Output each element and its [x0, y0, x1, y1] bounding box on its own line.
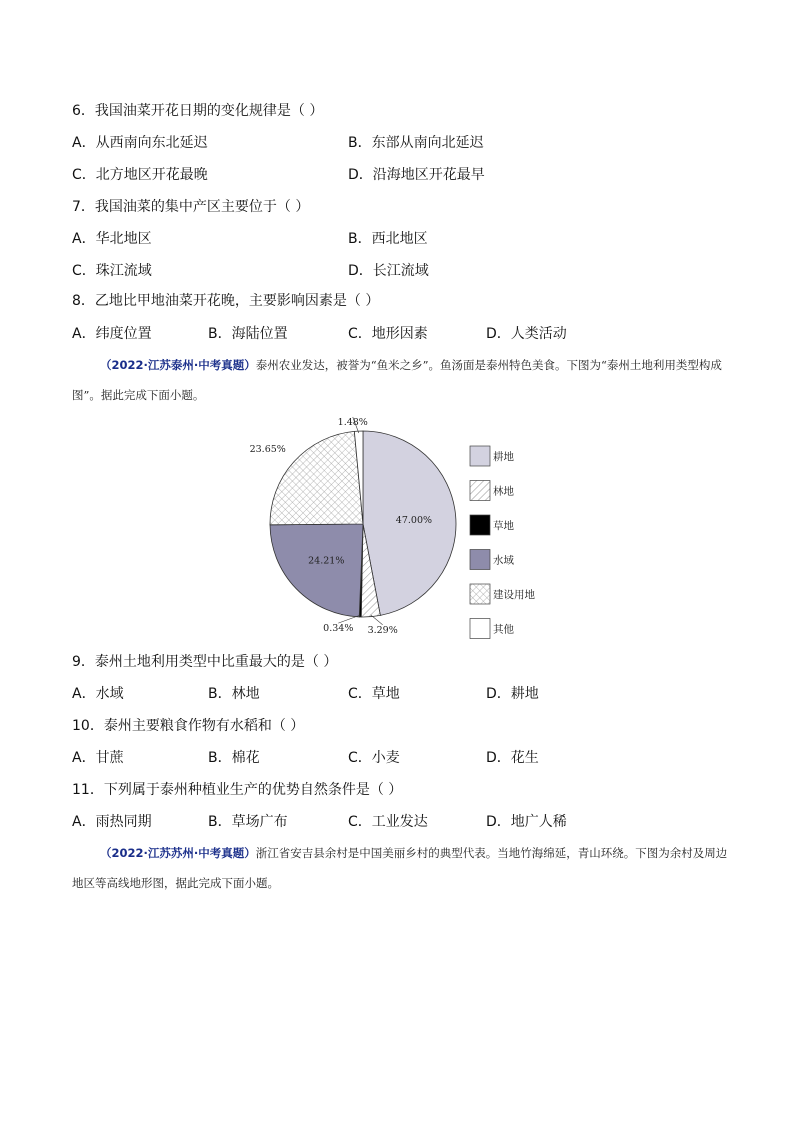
question-8-option-b[interactable]: B．海陆位置 [208, 326, 288, 342]
question-7-option-c[interactable]: C．珠江流域 [72, 263, 152, 279]
legend-label-forest: 林地 [493, 485, 514, 498]
question-7-option-a[interactable]: A．华北地区 [72, 231, 152, 247]
pie-value-label-other: 1.48% [337, 417, 368, 428]
question-11-option-c[interactable]: C．工业发达 [348, 814, 428, 830]
question-8-option-c[interactable]: C．地形因素 [348, 326, 428, 342]
legend-label-water: 水域 [493, 554, 514, 567]
pie-value-label-construction: 23.65% [250, 444, 286, 456]
legend-label-construction: 建设用地 [493, 589, 535, 601]
question-11-option-b[interactable]: B．草场广布 [208, 814, 288, 830]
pie-value-label-farmland: 47.00% [395, 515, 433, 527]
question-8-option-d[interactable]: D．人类活动 [486, 326, 567, 342]
question-8-stem: 8．乙地比甲地油菜开花晚，主要影响因素是（ ） [72, 293, 380, 309]
question-9-stem: 9．泰州土地利用类型中比重最大的是（ ） [72, 654, 338, 670]
intro-taizhou-source: （2022·江苏泰州·中考真题） [100, 358, 256, 372]
legend-label-other: 其他 [493, 623, 514, 636]
question-10-option-b[interactable]: B．棉花 [208, 750, 260, 766]
question-6-option-a[interactable]: A．从西南向东北延迟 [72, 135, 208, 151]
question-11-stem: 11．下列属于泰州种植业生产的优势自然条件是（ ） [72, 782, 403, 798]
question-7-option-b[interactable]: B．西北地区 [348, 231, 428, 247]
question-6-stem: 6．我国油菜开花日期的变化规律是（ ） [72, 103, 324, 119]
intro-taizhou-text: 泰州农业发达，被誉为“鱼米之乡”。鱼汤面是泰州特色美食。下图为“泰州土地利用类型构成图”。据此完成下面小题。 [72, 358, 722, 402]
intro-suzhou [72, 838, 732, 898]
pie-slice-water [270, 524, 363, 617]
question-10-option-a[interactable]: A．甘蔗 [72, 750, 124, 766]
legend-swatch-other [470, 619, 490, 639]
question-9-option-a[interactable]: A．水域 [72, 686, 124, 702]
pie-value-label-water: 24.21% [308, 555, 345, 567]
legend-swatch-forest [470, 481, 490, 501]
question-7-stem: 7．我国油菜的集中产区主要位于（ ） [72, 199, 310, 215]
question-10-option-d[interactable]: D．花生 [486, 750, 539, 766]
question-11-option-d[interactable]: D．地广人稀 [486, 814, 567, 830]
question-9-option-d[interactable]: D．耕地 [486, 686, 539, 702]
intro-suzhou-text: 浙江省安吉县余村是中国美丽乡村的典型代表。当地竹海绵延，青山环绕。下图为余村及周边地区等高线地形图，据此完成下面小题。 [72, 846, 728, 890]
legend-swatch-water [470, 550, 490, 570]
question-9-option-b[interactable]: B．林地 [208, 686, 260, 702]
question-9-option-c[interactable]: C．草地 [348, 686, 400, 702]
question-7-option-d[interactable]: D．长江流域 [348, 263, 429, 279]
intro-taizhou [72, 350, 732, 410]
legend-label-grassland: 草地 [493, 520, 514, 532]
legend-swatch-farmland [470, 446, 490, 466]
question-10-option-c[interactable]: C．小麦 [348, 750, 400, 766]
pie-value-label-forest: 3.29% [367, 624, 398, 636]
question-8-option-a[interactable]: A．纬度位置 [72, 326, 152, 342]
land-use-pie-chart [250, 410, 550, 642]
pie-value-label-grassland: 0.34% [323, 623, 354, 635]
question-6-option-c[interactable]: C．北方地区开花最晚 [72, 167, 208, 183]
question-11-option-a[interactable]: A．雨热同期 [72, 814, 152, 830]
question-6-option-b[interactable]: B．东部从南向北延迟 [348, 135, 484, 151]
question-10-stem: 10．泰州主要粮食作物有水稻和（ ） [72, 718, 305, 734]
legend-swatch-construction [470, 584, 490, 604]
legend-label-farmland: 耕地 [493, 451, 514, 463]
legend-swatch-grassland [470, 515, 490, 535]
question-6-option-d[interactable]: D．沿海地区开花最早 [348, 167, 485, 183]
intro-suzhou-source: （2022·江苏苏州·中考真题） [100, 846, 256, 860]
